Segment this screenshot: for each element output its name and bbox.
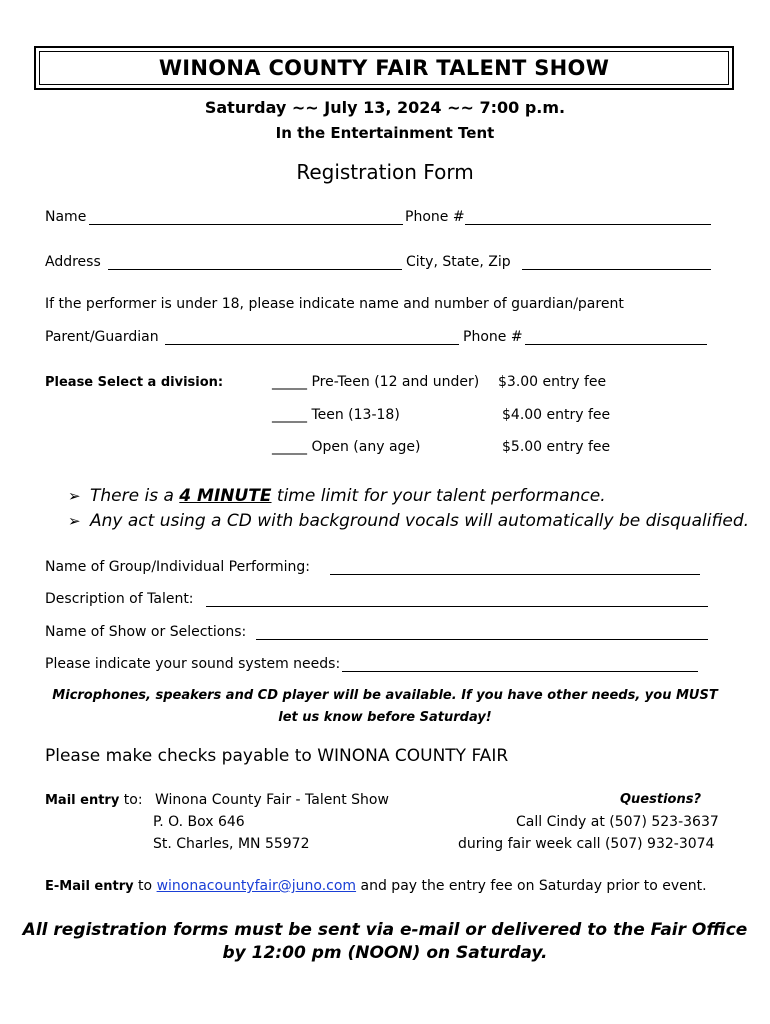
division-fee: $4.00 entry fee	[502, 407, 611, 423]
rule-text: time limit for your talent performance.	[271, 486, 606, 506]
name-field[interactable]	[89, 224, 403, 225]
event-location: In the Entertainment Tent	[275, 124, 495, 142]
division-blank[interactable]: _____	[272, 439, 307, 455]
event-date: Saturday ~~ July 13, 2024 ~~ 7:00 p.m.	[204, 98, 566, 117]
questions-label: Questions?	[620, 792, 701, 807]
address-label: Address	[45, 254, 101, 270]
email-entry	[45, 878, 707, 894]
division-fee: $3.00 entry fee	[498, 374, 607, 390]
division-blank[interactable]: _____	[272, 374, 307, 390]
rule-text: There is a	[90, 486, 180, 506]
email-link[interactable]: winonacountyfair@juno.com	[156, 878, 357, 894]
sound-field[interactable]	[342, 671, 698, 672]
call-cindy: Call Cindy at (507) 523-3637	[516, 814, 719, 830]
talent-label: Description of Talent:	[45, 591, 194, 607]
checks-payable: Please make checks payable to WINONA COUNTY FAIR	[45, 746, 509, 766]
division-blank[interactable]: _____	[272, 407, 307, 423]
mail-entry-to: to:	[119, 792, 143, 808]
show-label: Name of Show or Selections:	[45, 624, 247, 640]
rule-time-limit	[68, 486, 606, 506]
division-fee: $5.00 entry fee	[502, 439, 611, 455]
division-option-teen[interactable]	[272, 407, 400, 423]
division-name: Open (any age)	[311, 439, 421, 455]
guardian-phone-label: Phone #	[463, 329, 523, 345]
page-title: WINONA COUNTY FAIR TALENT SHOW	[39, 51, 729, 85]
guardian-note: If the performer is under 18, please indicate name and number of guardian/parent	[45, 296, 624, 312]
sound-label: Please indicate your sound system needs:	[45, 656, 341, 672]
footer-line1: All registration forms must be sent via e-mail or delivered to the Fair Office	[22, 920, 748, 940]
guardian-phone-field[interactable]	[525, 344, 707, 345]
city-label: City, State, Zip	[406, 254, 511, 270]
footer-line2: by 12:00 pm (NOON) on Saturday.	[222, 943, 548, 963]
call-fair-week: during fair week call (507) 932-3074	[458, 836, 715, 852]
rule-cd-vocals	[68, 511, 749, 531]
phone-field[interactable]	[465, 224, 711, 225]
email-to: to	[133, 878, 157, 894]
show-field[interactable]	[256, 639, 708, 640]
mail-entry-bold: Mail entry	[45, 793, 120, 808]
mail-entry-label	[45, 792, 143, 808]
guardian-label: Parent/Guardian	[45, 329, 159, 345]
rule-text: Any act using a CD with background vocals will automatically be disqualified.	[90, 511, 750, 531]
address-field[interactable]	[108, 269, 402, 270]
guardian-field[interactable]	[165, 344, 459, 345]
equipment-note-2: let us know before Saturday!	[278, 710, 492, 725]
arrow-bullet-icon: ➢	[68, 487, 81, 505]
title-box	[34, 46, 734, 90]
division-option-preteen[interactable]	[272, 374, 479, 390]
group-label: Name of Group/Individual Performing:	[45, 559, 310, 575]
group-field[interactable]	[330, 574, 700, 575]
email-entry-bold: E-Mail entry	[45, 879, 134, 894]
name-label: Name	[45, 209, 87, 225]
phone-label: Phone #	[405, 209, 465, 225]
email-rest: and pay the entry fee on Saturday prior to event.	[356, 878, 707, 894]
equipment-note: Microphones, speakers and CD player will be available. If you have other needs, you MUST	[52, 688, 718, 703]
form-title: Registration Form	[296, 160, 474, 184]
division-name: Teen (13-18)	[311, 407, 400, 423]
division-name: Pre-Teen (12 and under)	[311, 374, 480, 390]
division-option-open[interactable]	[272, 439, 421, 455]
city-field[interactable]	[522, 269, 711, 270]
division-label: Please Select a division:	[45, 375, 224, 390]
rule-emphasis: 4 MINUTE	[179, 486, 272, 506]
mail-address-line2: P. O. Box 646	[153, 814, 245, 830]
talent-field[interactable]	[206, 606, 708, 607]
mail-address-line1: Winona County Fair - Talent Show	[155, 792, 389, 808]
mail-address-line3: St. Charles, MN 55972	[153, 836, 310, 852]
arrow-bullet-icon: ➢	[68, 512, 81, 530]
